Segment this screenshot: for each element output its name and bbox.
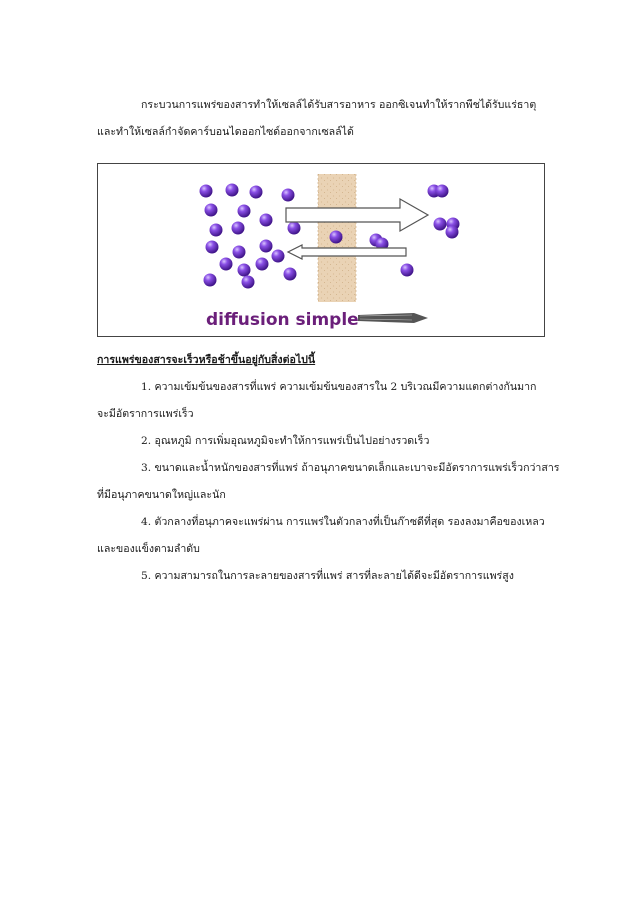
particle (436, 185, 449, 198)
particle (200, 185, 213, 198)
diffusion-label: diffusion simple (206, 310, 359, 330)
item-1-line-2: จะมีอัตราการแพร่เร็ว (97, 408, 194, 420)
particle (232, 222, 245, 235)
particle (220, 258, 233, 271)
particle (288, 222, 301, 235)
particle (401, 264, 414, 277)
item-3-line-2: ที่มีอนุภาคขนาดใหญ่และนัก (97, 489, 226, 501)
particle (204, 274, 217, 287)
particle (210, 224, 223, 237)
section-heading: การแพร่ของสารจะเร็วหรือช้าขึ้นอยู่กับสิ่งต่อไปนี้ (97, 354, 316, 366)
diffusion-diagram (98, 164, 544, 336)
particle (238, 264, 251, 277)
particles-left (200, 184, 301, 289)
particle (272, 250, 285, 263)
item-5-line-1: 5. ความสามารถในการละลายของสารที่แพร่ สารที่ละลายได้ดีจะมีอัตราการแพร่สูง (141, 570, 514, 582)
particle-in-membrane (330, 231, 343, 244)
item-4-line-2: และของแข็งตามลำดับ (97, 543, 200, 555)
particle (206, 241, 219, 254)
particle (260, 214, 273, 227)
particle (446, 226, 459, 239)
particle (256, 258, 269, 271)
intro-line-2: และทำให้เซลล์กำจัดคาร์บอนไดออกไซด์ออกจากเซลล์ได้ (97, 126, 354, 138)
particle (434, 218, 447, 231)
particle (250, 186, 263, 199)
particle (282, 189, 295, 202)
label-pointer-icon (358, 313, 428, 323)
item-3-line-1: 3. ขนาดและน้ำหนักของสารที่แพร่ ถ้าอนุภาคขนาดเล็กและเบาจะมีอัตราการแพร่เร็วกว่าสาร (141, 462, 560, 474)
particle (238, 205, 251, 218)
diffusion-figure (97, 163, 545, 337)
particle (242, 276, 255, 289)
particle (284, 268, 297, 281)
particle (205, 204, 218, 217)
item-2-line-1: 2. อุณหภูมิ การเพิ่มอุณหภูมิจะทำให้การแพร่เป็นไปอย่างรวดเร็ว (141, 435, 430, 447)
particles-right (370, 185, 460, 277)
item-4-line-1: 4. ตัวกลางที่อนุภาคจะแพร่ผ่าน การแพร่ในตัวกลางที่เป็นก๊าซดีที่สุด รองลงมาคือของเหลว (141, 516, 545, 528)
particle (260, 240, 273, 253)
particle (233, 246, 246, 259)
intro-line-1: กระบวนการแพร่ของสารทำให้เซลล์ได้รับสารอาหาร ออกซิเจนทำให้รากพืชได้รับแร่ธาตุ (141, 99, 537, 111)
arrow-right-icon (286, 199, 428, 231)
item-1-line-1: 1. ความเข้มข้นของสารที่แพร่ ความเข้มข้นของสารใน 2 บริเวณมีความแตกต่างกันมาก (141, 381, 537, 393)
particle (226, 184, 239, 197)
